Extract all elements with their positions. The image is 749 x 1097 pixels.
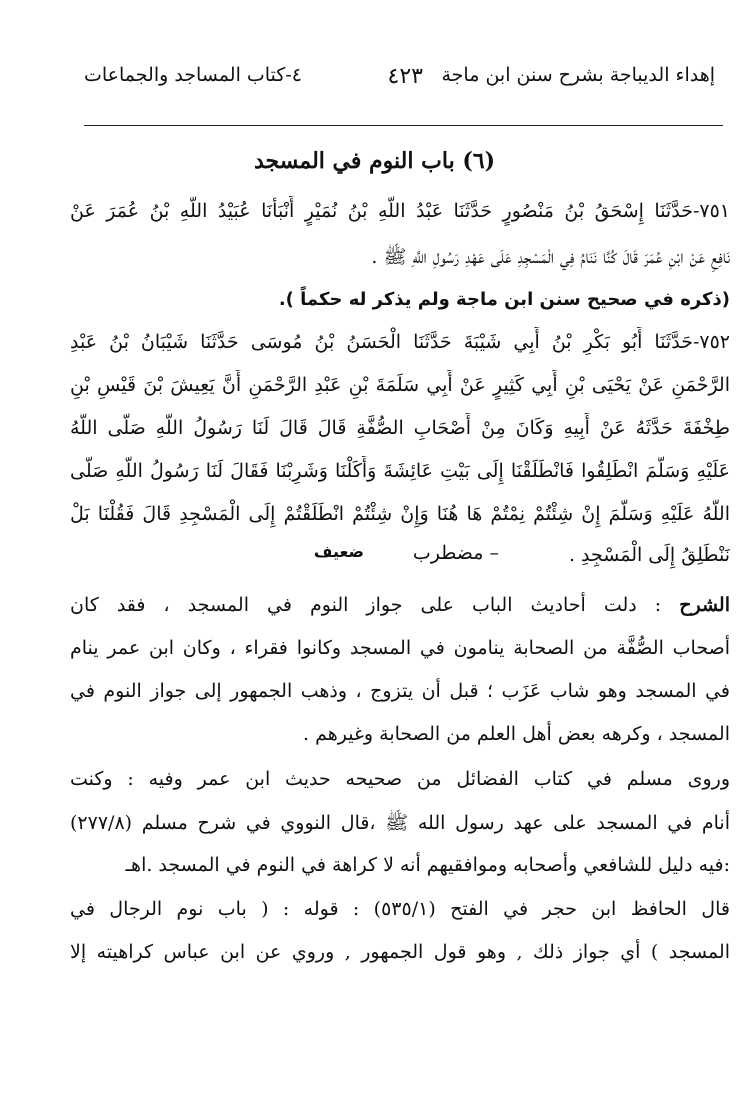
commentary-text: : دلت أحاديث الباب على جواز النوم في المسجد ، فقد كان	[70, 594, 662, 616]
hadith-751-grade-note: (ذكره في صحيح سنن ابن ماجة ولم يذكر له حكماً ).	[278, 289, 730, 310]
section-title: (٦) باب النوم في المسجد	[253, 148, 496, 174]
page-number: ٤٢٣	[387, 64, 423, 89]
hadith-752-line: نَنْطَلِقُ إِلَى الْمَسْجِدِ .	[568, 544, 730, 566]
hadith-751-line: ٧٥١-حَدَّثَنَا إِسْحَقُ بْنُ مَنْصُورٍ حَدَّثَنَا عَبْدُ اللَّهِ بْنُ نُمَيْرٍ أَنْبَأَنَا عُبَيْدُ اللَّهِ بْنُ عُمَرَ عَنْ	[70, 200, 730, 222]
header-chapter: ٤-كتاب المساجد والجماعات	[84, 64, 302, 86]
commentary-label: الشرح	[679, 594, 730, 616]
hadith-752-line: طِخْفَةَ حَدَّثَهُ عَنْ أَبِيهِ وَكَانَ مِنْ أَصْحَابِ الصُّفَّةِ قَالَ قَالَ لَنَا رَسُولُ اللَّهِ صَلَّى اللَّهُ	[70, 417, 730, 439]
hadith-752-line: عَلَيْهِ وَسَلَّمَ انْطَلِقُوا فَانْطَلَقْنَا إِلَى بَيْتِ عَائِشَةَ وَأَكَلْنَا وَشَرِبْنَا فَقَالَ لَنَا رَسُولُ اللَّهِ صَلَّى	[70, 460, 730, 482]
hadith-752-line: الرَّحْمَنِ عَنْ يَحْيَى بْنِ أَبِي كَثِيرٍ عَنْ أَبِي سَلَمَةَ بْنِ عَبْدِ الرَّحْمَنِ أَنَّ يَعِيشَ بْنَ قَيْسِ بْنِ	[70, 374, 730, 396]
commentary-line: :فيه دليل للشافعي وأصحابه وموافقيهم أنه لا كراهة في النوم في المسجد .اهـ	[125, 854, 730, 876]
hadith-752-grade-detail: – مضطرب	[412, 542, 499, 564]
hadith-751-line: نَافِعٍ عَنْ ابْنِ عُمَرَ قَالَ كُنَّا نَنَامُ فِي الْمَسْجِدِ عَلَى عَهْدِ رَسُولِ اللَّهِ ﷺ .	[371, 246, 730, 268]
commentary-line: أنام في المسجد على عهد رسول الله ﷺ ،قال النووي في شرح مسلم (٢٧٧/٨)	[70, 812, 730, 834]
commentary-line: المسجد ) أي جواز ذلك , وهو قول الجمهور , وروي عن ابن عباس كراهيته إلا	[70, 941, 730, 963]
commentary-line	[70, 590, 730, 620]
commentary-line: وروى مسلم في كتاب الفضائل من صحيحه حديث ابن عمر وفيه : وكنت	[70, 768, 730, 790]
header-book-title: إهداء الديباجة بشرح سنن ابن ماجة	[441, 64, 715, 86]
running-header	[84, 64, 715, 98]
commentary-line: في المسجد وهو شاب عَزَب ؛ قبل أن يتزوج ، وذهب الجمهور إلى جواز النوم في	[70, 680, 730, 702]
commentary-line: أصحاب الصُّفَّة من الصحابة ينامون في المسجد وكانوا فقراء ، وكان ابن عمر ينام	[70, 637, 730, 659]
hadith-752-line: ٧٥٢-حَدَّثَنَا أَبُو بَكْرِ بْنُ أَبِي شَيْبَةَ حَدَّثَنَا الْحَسَنُ بْنُ مُوسَى حَدَّثَنَا شَيْبَانُ بْنُ عَبْدِ	[70, 331, 730, 353]
header-rule	[84, 125, 723, 126]
hadith-752-grade: ضعيف	[313, 542, 364, 561]
commentary-line: قال الحافظ ابن حجر في الفتح (٥٣٥/١) : قوله : ( باب نوم الرجال في	[70, 898, 730, 920]
commentary-line: المسجد ، وكرهه بعض أهل العلم من الصحابة وغيرهم .	[303, 723, 730, 745]
hadith-752-line: اللَّهُ عَلَيْهِ وَسَلَّمَ إِنْ شِئْتُمْ نِمْتُمْ هَا هُنَا وَإِنْ شِئْتُمْ انْطَلَقْتُمْ إِلَى الْمَسْجِدِ قَالَ فَقُلْنَا بَلْ	[70, 503, 730, 525]
